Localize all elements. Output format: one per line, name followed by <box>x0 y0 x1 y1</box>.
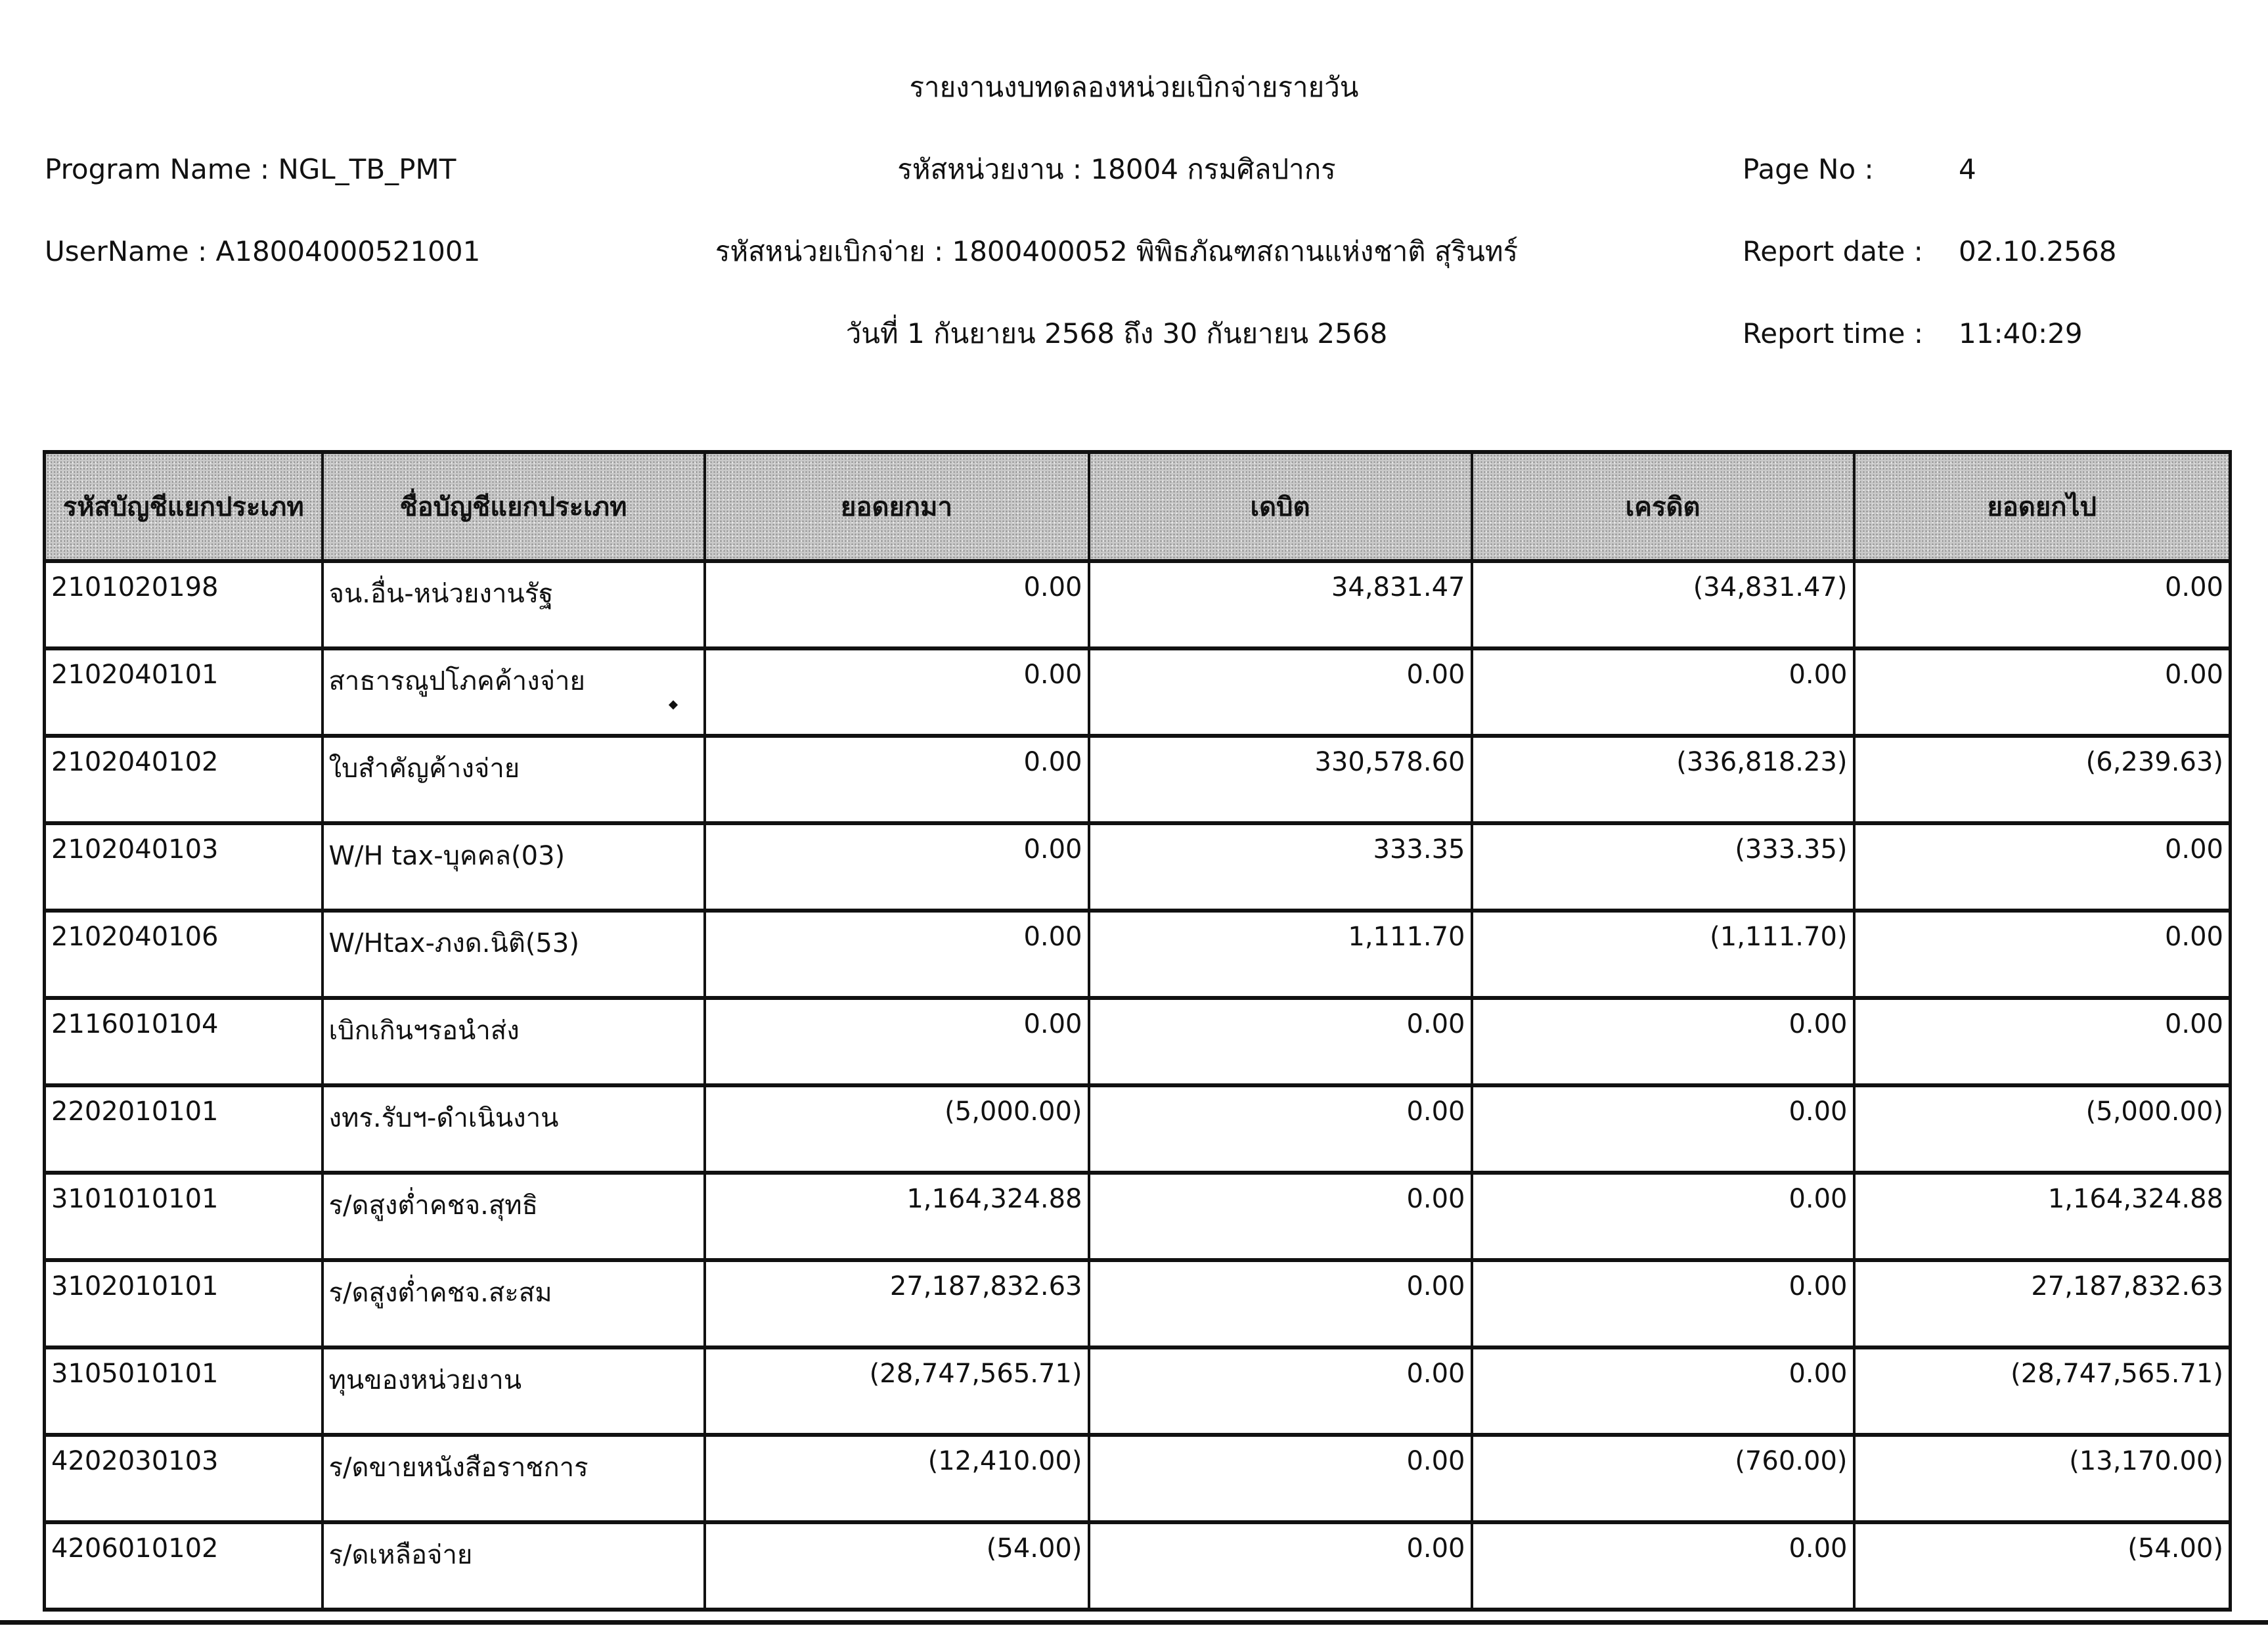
cell-credit: (333.35) <box>1472 823 1854 911</box>
cell-credit: 0.00 <box>1472 998 1854 1085</box>
cell-account-name: ใบสำคัญค้างจ่าย <box>322 736 705 823</box>
cell-debit: 0.00 <box>1089 1260 1472 1347</box>
table-row <box>45 1260 2231 1347</box>
table-row <box>45 561 2231 648</box>
cell-account-code: 3101010101 <box>45 1173 322 1260</box>
cell-closing-balance: (13,170.00) <box>1854 1435 2231 1522</box>
cell-debit: 0.00 <box>1089 648 1472 736</box>
table-row <box>45 1173 2231 1260</box>
cell-account-code: 2102040101 <box>45 648 322 736</box>
cell-opening-balance: (54.00) <box>705 1522 1089 1610</box>
col-header-closing-balance: ยอดยกไป <box>1854 452 2231 561</box>
cell-account-code: 2116010104 <box>45 998 322 1085</box>
cell-account-name: W/H tax-บุคคล(03) <box>322 823 705 911</box>
table-row <box>45 1522 2231 1610</box>
cell-closing-balance: 27,187,832.63 <box>1854 1260 2231 1347</box>
cell-debit: 0.00 <box>1089 1085 1472 1173</box>
col-header-account-name: ชื่อบัญชีแยกประเภท <box>322 452 705 561</box>
cell-account-code: 4202030103 <box>45 1435 322 1522</box>
table-row <box>45 1085 2231 1173</box>
username: UserName : A18004000521001 <box>45 235 481 267</box>
program-name: Program Name : NGL_TB_PMT <box>45 153 456 185</box>
cell-credit: 0.00 <box>1472 1085 1854 1173</box>
cell-opening-balance: 1,164,324.88 <box>705 1173 1089 1260</box>
cell-closing-balance: (5,000.00) <box>1854 1085 2231 1173</box>
cell-account-code: 3105010101 <box>45 1347 322 1435</box>
col-header-account-code: รหัสบัญชีแยกประเภท <box>45 452 322 561</box>
cell-debit: 0.00 <box>1089 1347 1472 1435</box>
cell-debit: 0.00 <box>1089 1173 1472 1260</box>
table-row <box>45 911 2231 998</box>
cell-opening-balance: 0.00 <box>705 561 1089 648</box>
table-row <box>45 998 2231 1085</box>
cell-credit: (34,831.47) <box>1472 561 1854 648</box>
cell-account-code: 2102040103 <box>45 823 322 911</box>
cell-account-name: สาธารณูปโภคค้างจ่าย <box>322 648 705 736</box>
report-title: รายงานงบทดลองหน่วยเบิกจ่ายรายวัน <box>909 71 1359 103</box>
page-bottom-rule <box>0 1620 2268 1625</box>
cell-debit: 333.35 <box>1089 823 1472 911</box>
cell-account-name: W/Htax-ภงด.นิติ(53) <box>322 911 705 998</box>
table-header-row <box>45 452 2231 561</box>
trial-balance-table <box>43 450 2232 1612</box>
cell-debit: 1,111.70 <box>1089 911 1472 998</box>
cell-credit: 0.00 <box>1472 1522 1854 1610</box>
cell-account-name: ร/ดสูงต่ำคชจ.สุทธิ <box>322 1173 705 1260</box>
cell-account-code: 2102040106 <box>45 911 322 998</box>
cell-account-name: ร/ดสูงต่ำคชจ.สะสม <box>322 1260 705 1347</box>
cell-opening-balance: 27,187,832.63 <box>705 1260 1089 1347</box>
cell-closing-balance: (6,239.63) <box>1854 736 2231 823</box>
report-time-label: Report time : <box>1743 317 1923 350</box>
cell-account-name: ทุนของหน่วยงาน <box>322 1347 705 1435</box>
cell-closing-balance: 1,164,324.88 <box>1854 1173 2231 1260</box>
cell-account-code: 2202010101 <box>45 1085 322 1173</box>
report-date-label: Report date : <box>1743 235 1923 267</box>
cell-credit: 0.00 <box>1472 1173 1854 1260</box>
cell-closing-balance: 0.00 <box>1854 561 2231 648</box>
cell-opening-balance: 0.00 <box>705 911 1089 998</box>
table-row <box>45 736 2231 823</box>
cell-account-name: ร/ดขายหนังสือราชการ <box>322 1435 705 1522</box>
table-row <box>45 823 2231 911</box>
cell-opening-balance: 0.00 <box>705 648 1089 736</box>
cell-closing-balance: (28,747,565.71) <box>1854 1347 2231 1435</box>
table-row <box>45 1435 2231 1522</box>
cell-debit: 34,831.47 <box>1089 561 1472 648</box>
col-header-credit: เครดิต <box>1472 452 1854 561</box>
cell-debit: 0.00 <box>1089 1522 1472 1610</box>
page-no: 4 <box>1959 153 1976 185</box>
disbursing-unit: รหัสหน่วยเบิกจ่าย : 1800400052 พิพิธภัณฑสถานแห่งชาติ สุรินทร์ <box>715 235 1519 267</box>
cell-credit: (336,818.23) <box>1472 736 1854 823</box>
col-header-debit: เดบิต <box>1089 452 1472 561</box>
cell-opening-balance: (28,747,565.71) <box>705 1347 1089 1435</box>
report-time: 11:40:29 <box>1959 317 2083 350</box>
cell-debit: 0.00 <box>1089 998 1472 1085</box>
cell-opening-balance: 0.00 <box>705 998 1089 1085</box>
cell-credit: (1,111.70) <box>1472 911 1854 998</box>
cell-debit: 330,578.60 <box>1089 736 1472 823</box>
table-row <box>45 1347 2231 1435</box>
cell-credit: 0.00 <box>1472 1347 1854 1435</box>
cell-account-name: ร/ดเหลือจ่าย <box>322 1522 705 1610</box>
cell-debit: 0.00 <box>1089 1435 1472 1522</box>
report-period: วันที่ 1 กันยายน 2568 ถึง 30 กันยายน 2568 <box>845 317 1388 350</box>
cell-closing-balance: 0.00 <box>1854 823 2231 911</box>
cell-account-name: จน.อื่น-หน่วยงานรัฐ <box>322 561 705 648</box>
page-no-label: Page No : <box>1743 153 1874 185</box>
cell-credit: (760.00) <box>1472 1435 1854 1522</box>
cell-account-code: 4206010102 <box>45 1522 322 1610</box>
cell-account-code: 2101020198 <box>45 561 322 648</box>
col-header-opening-balance: ยอดยกมา <box>705 452 1089 561</box>
cell-account-name: เบิกเกินฯรอนำส่ง <box>322 998 705 1085</box>
cell-credit: 0.00 <box>1472 1260 1854 1347</box>
cell-account-code: 3102010101 <box>45 1260 322 1347</box>
table-row <box>45 648 2231 736</box>
cell-closing-balance: (54.00) <box>1854 1522 2231 1610</box>
cell-opening-balance: (12,410.00) <box>705 1435 1089 1522</box>
cell-opening-balance: 0.00 <box>705 736 1089 823</box>
cell-opening-balance: 0.00 <box>705 823 1089 911</box>
cell-closing-balance: 0.00 <box>1854 648 2231 736</box>
cell-opening-balance: (5,000.00) <box>705 1085 1089 1173</box>
report-date: 02.10.2568 <box>1959 235 2117 267</box>
cell-credit: 0.00 <box>1472 648 1854 736</box>
cell-account-code: 2102040102 <box>45 736 322 823</box>
cell-closing-balance: 0.00 <box>1854 998 2231 1085</box>
cell-closing-balance: 0.00 <box>1854 911 2231 998</box>
agency-code: รหัสหน่วยงาน : 18004 กรมศิลปากร <box>897 153 1336 185</box>
cell-account-name: งทร.รับฯ-ดำเนินงาน <box>322 1085 705 1173</box>
